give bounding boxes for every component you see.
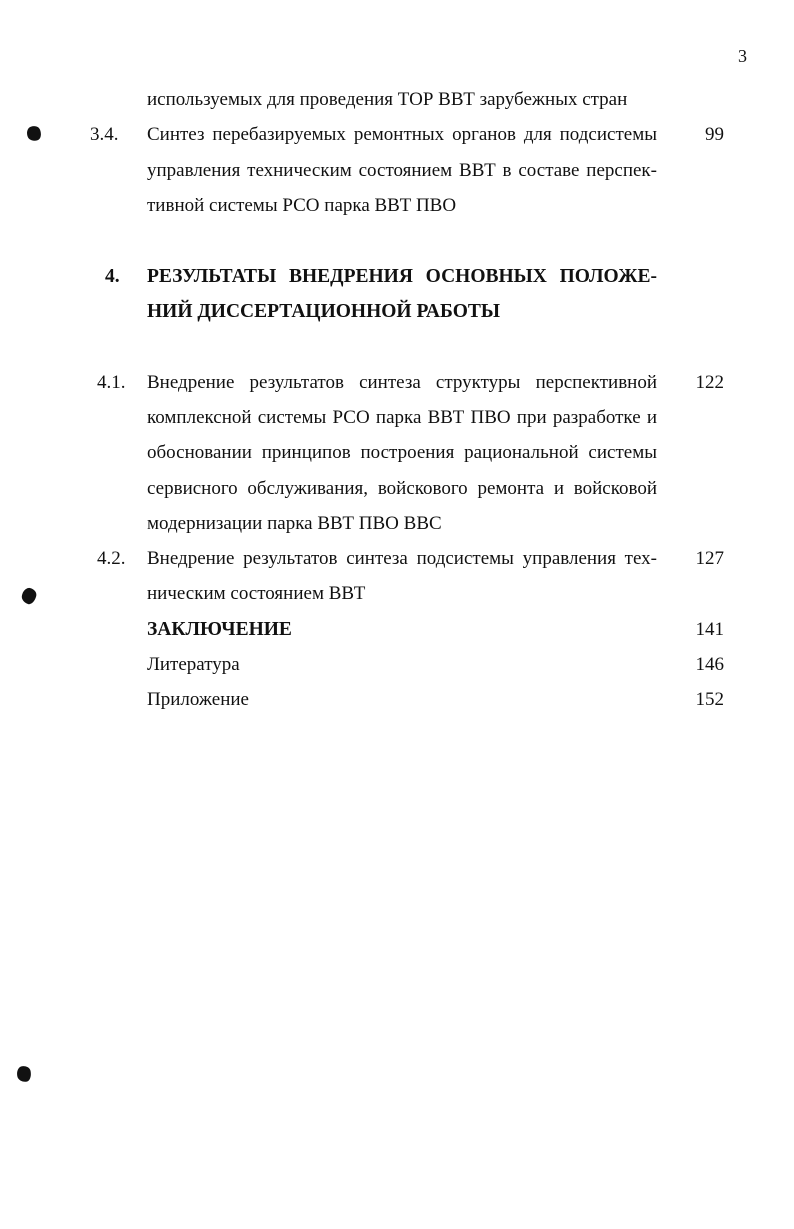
toc-entry-3-4-line-3: тивной системы РСО парка ВВТ ПВО	[147, 195, 457, 216]
toc-entry-4-1-line-4: сервисного обслуживания, войскового ремонта и войсковой	[147, 478, 657, 499]
margin-ink-blot	[25, 124, 43, 143]
toc-section-4-number: 4.	[105, 266, 120, 287]
toc-entry-3-4-page: 99	[705, 124, 724, 145]
page-number: 3	[738, 46, 747, 66]
toc-entry-4-2-line-1: Внедрение результатов синтеза подсистемы управления тех-	[147, 548, 657, 569]
toc-entry-3-4-line-2: управления техническим состоянием ВВТ в составе перспек-	[147, 160, 657, 181]
toc-appendix-page: 152	[695, 689, 724, 710]
toc-entry-3-4-line-1: Синтез перебазируемых ремонтных органов для подсистемы	[147, 124, 657, 145]
toc-entry-4-1-line-2: комплексной системы РСО парка ВВТ ПВО при разработке и	[147, 407, 657, 428]
toc-entry-4-2-line-2: ническим состоянием ВВТ	[147, 583, 366, 604]
toc-section-4-title-line-2: НИЙ ДИССЕРТАЦИОННОЙ РАБОТЫ	[147, 301, 501, 322]
toc-entry-4-1-page: 122	[695, 372, 724, 393]
toc-continuation-line: используемых для проведения ТОР ВВТ зарубежных стран	[147, 89, 628, 110]
toc-entry-4-1-line-5: модернизации парка ВВТ ПВО ВВС	[147, 513, 442, 534]
toc-literature-page: 146	[695, 654, 724, 675]
toc-entry-4-1-line-3: обосновании принципов построения рациональной системы	[147, 442, 657, 463]
toc-section-4-title-line-1: РЕЗУЛЬТАТЫ ВНЕДРЕНИЯ ОСНОВНЫХ ПОЛОЖЕ-	[147, 266, 657, 287]
toc-appendix-label: Приложение	[147, 689, 249, 710]
toc-conclusion-label: ЗАКЛЮЧЕНИЕ	[147, 619, 292, 640]
toc-entry-3-4-number: 3.4.	[90, 124, 119, 145]
toc-entry-4-2-number: 4.2.	[97, 548, 126, 569]
toc-entry-4-1-line-1: Внедрение результатов синтеза структуры перспективной	[147, 372, 657, 393]
margin-ink-blot	[20, 586, 38, 605]
toc-literature-label: Литература	[147, 654, 240, 675]
toc-entry-4-1-number: 4.1.	[97, 372, 126, 393]
toc-conclusion-page: 141	[695, 619, 724, 640]
margin-ink-blot	[16, 1065, 33, 1083]
toc-entry-4-2-page: 127	[695, 548, 724, 569]
